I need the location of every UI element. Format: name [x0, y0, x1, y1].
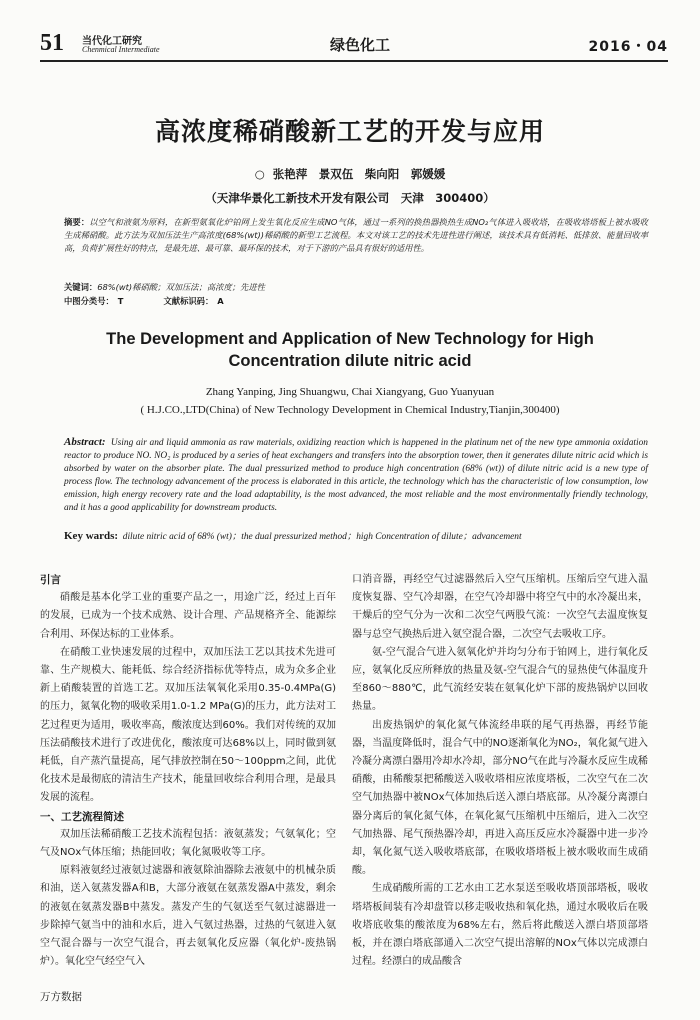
body-paragraph: 硝酸是基本化学工业的重要产品之一，用途广泛，经过上百年的发展，已成为一个技术成熟、设计合理、产品规格齐全、能源综合利用、环保达标的工业体系。 [40, 592, 336, 640]
abstract-cn [64, 216, 648, 256]
classification-cn [64, 295, 648, 307]
abstract-cn-label: 摘要： [64, 217, 90, 227]
running-header [40, 30, 668, 60]
body-column-left [40, 571, 336, 971]
keywords-en-label: Key wards: [64, 530, 119, 542]
body-paragraph: 双加压法稀硝酸工艺技术流程包括：液氨蒸发；气氨氧化；空气及NOx气体压缩；热能回收；氧化氮吸收等工序。 [40, 828, 336, 859]
abstract-en-text: Using air and liquid ammonia as raw materials, oxidizing reaction which is happened in the platinum net of the new type ammonia oxidation reactor to produce NO. NO₂ is produced by a series of heat exchangers and transfers into the absorption tower, then it generates dilute nitric acid which is absorbed by water on the absorber plate. The dual pressurized method to produce high concentration (68% (wt)) of dilute nitric acid is a new type of process flow. The technology advancement of the process is elaborated in this article, the technology which has the characteristic of low consumption, low emission, high energy recovery rate and the load adaptability, is the most advanced, the most reliable and the most environmentally friendly technology, and it has a good applicability for downstream products. [64, 438, 648, 513]
section-name: 绿色化工 [330, 36, 391, 54]
keywords-cn-label: 关键词： [64, 282, 98, 292]
title-cn: 高浓度稀硝酸新工艺的开发与应用 [154, 117, 545, 146]
keywords-en [64, 528, 648, 542]
body-paragraph: 生成硝酸所需的工艺水由工艺水泵送至吸收塔顶部塔板，吸收塔塔板间装有冷却盘管以移走吸收热和氧化热，通过水吸收后在吸收塔底收集的酸浓度为68%左右，然后将此酸送入漂白塔顶部塔板，并在漂白塔底部通入二次空气提出溶解的NOx气体以完成漂白过程。经漂白的成品酸含 [352, 883, 648, 968]
section-1-heading: 一、工艺流程简述 [40, 810, 124, 823]
clc-label: 中图分类号： [64, 296, 114, 306]
footer-source: 万方数据 [40, 991, 82, 1003]
abstract-en [64, 436, 648, 515]
body-paragraph: 在硝酸工业快速发展的过程中，双加压法工艺以其技术先进可靠、生产规模大、能耗低、综合经济指标优等特点，成为众多企业新上硝酸装置的首选工艺。双加压法氧氧化采用0.35-0.4MPa(G)的压力，氮氧化物的吸收采用1.0-1.2 MPa(G)的压力，此方法对工艺过程更为适用，吸收率高，酸浓度达到60%。我们对传统的双加压法硝酸技术进行了改进优化，酸浓度可达68%以上，同时做到氨耗低，自产蒸汽量提高，尾气排放控制在50～100ppm之间，此优化技术是最彻底的清洁生产技术，能量回收综合利用合理，是最具发展的流程。 [40, 646, 336, 804]
affiliation-cn: （天津华景化工新技术开发有限公司 天津 300400） [205, 191, 495, 205]
doc-code-value: A [217, 296, 224, 306]
abstract-en-label: Abstract: [64, 436, 106, 448]
keywords-cn-text: 68%(wt)稀硝酸；双加压法；高浓度；先进性 [97, 282, 265, 292]
clc-value: T [117, 296, 124, 306]
title-en-line1: The Development and Application of New Technology for High [106, 330, 594, 348]
abstract-cn-text: 以空气和液氨为原料，在新型氨氧化炉铂网上发生氧化反应生成NO气体，通过一系列的换热器换热生成NO₂气体进入吸收塔，在吸收塔塔板上被水吸收生成稀硝酸。此方法为双加压法生产高浓度(68%(wt))稀硝酸的新型工艺流程。本文对该工艺的技术先进性进行阐述，该技术具有低消耗、低排放、能量回收率高，负荷扩展性好的特点，是最先进、最可靠、最环保的技术，对于下游的产品具有很好的适用性。 [64, 217, 648, 254]
body-paragraph: 出废热锅炉的氧化氮气体流经串联的尾气再热器，再经节能器，当温度降低时，混合气中的NO逐渐氧化为NO₂，氧化氮气进入冷凝分离漂白器用冷却水冷却，部分NO气在此与冷凝水反应生成稀硝酸，由稀酸泵把稀酸送入吸收塔相应浓度塔板，二次空气在二次空气加热器中被NOx气体加热后送入漂白塔底部。从冷凝分离漂白器分离后的氧化氮气体，在氧化氮气压缩机中压缩后，进入二次空气加热器、尾气预热器冷却，再进入高压反应水冷凝器中进一步冷却，氧化氮气送入吸收塔底部，在吸收塔塔板上被水吸收而生成硝酸。 [352, 719, 648, 877]
title-en-line2: Concentration dilute nitric acid [228, 352, 472, 370]
keywords-cn [64, 281, 648, 293]
body-column-right [352, 571, 648, 971]
authors-cn: ○ 张艳萍 景双伍 柴向阳 郭媛媛 [254, 167, 446, 181]
authors-en: Zhang Yanping, Jing Shuangwu, Chai Xiangyang, Guo Yuanyuan [205, 386, 495, 398]
issue-number: 2016・04 [588, 39, 668, 55]
journal-name-en: Chenmical Intermediate [82, 45, 160, 54]
header-rule [40, 60, 668, 62]
page-number: 51 [40, 30, 64, 56]
journal-name-cn: 当代化工研究 [82, 36, 142, 47]
body-paragraph: 氨-空气混合气进入氨氧化炉并均匀分布于铂网上，进行氧化反应，氨氧化反应所释放的热量及氨-空气混合气的显热使气体温度升至860～880℃，此气流经安装在氨氧化炉下部的废热锅炉以回收热量。 [352, 646, 648, 713]
doc-code-label: 文献标识码： [163, 296, 214, 306]
keywords-en-text: dilute nitric acid of 68% (wt)；the dual pressurized method；high Concentration of dilute；advancement [122, 532, 522, 542]
intro-heading: 引言 [40, 574, 61, 586]
body-paragraph: 口消音器，再经空气过滤器然后入空气压缩机。压缩后空气进入温度恢复器、空气冷却器，在空气冷却器中将空气中的水冷凝出来，干燥后的空气分为一次和二次空气两股气流：一次空气去温度恢复器与总空气换热后进入氨空混合器，二次空气去吸收工序。 [352, 574, 648, 640]
body-paragraph: 原料液氨经过液氨过滤器和液氨除油器除去液氨中的机械杂质和油，送入氨蒸发器A和B，大部分液氨在氨蒸发器A中蒸发，剩余的液氨在氨蒸发器B中蒸发。蒸发产生的气氨送至气氨过滤器进一步除掉气氨当中的油和水后，进入气氨过热器，过热的气氨进入氨空气混合器与一次空气混合，再去氨氧化反应器（氧化炉-废热锅炉）。氧化空气经空气入 [40, 865, 336, 968]
affiliation-en: ( H.J.CO.,LTD(China) of New Technology Development in Chemical Industry,Tianjin,300400) [140, 404, 560, 416]
title-en [0, 328, 700, 372]
